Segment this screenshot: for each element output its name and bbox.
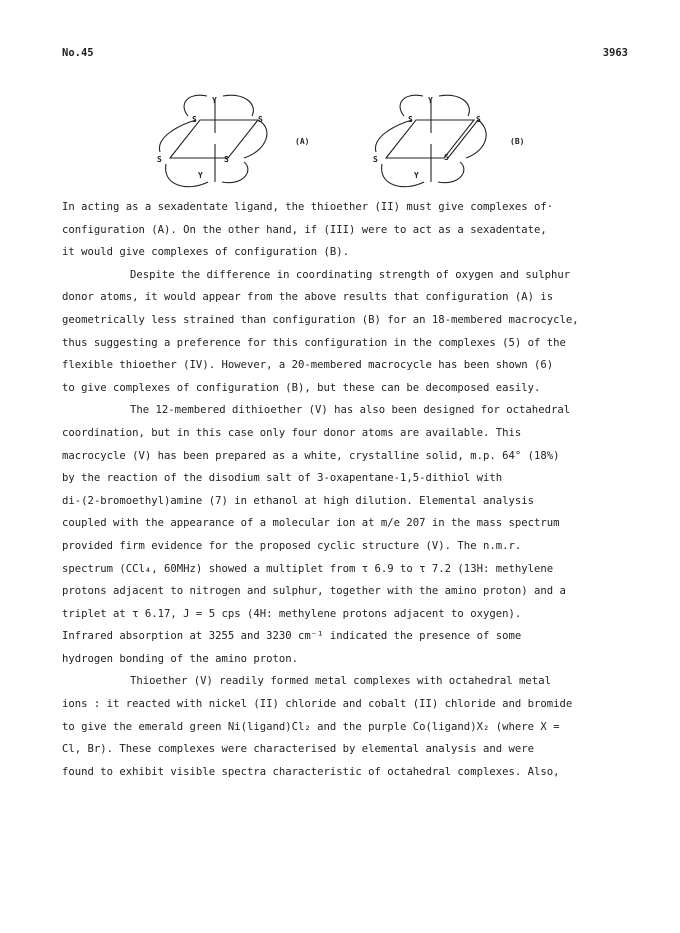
- text-line: coupled with the appearance of a molecular ion at m/e 207 in the mass spectrum: [62, 517, 560, 530]
- atom-s-b-2: S: [476, 115, 481, 124]
- text-line: to give the emerald green Ni(ligand)Cl₂ and the purple Co(ligand)X₂ (where X =: [62, 720, 560, 733]
- atom-y-b-top: Y: [428, 96, 433, 105]
- body-text: [62, 196, 642, 783]
- text-line: di-(2-bromoethyl)amine (7) in ethanol at high dilution. Elemental analysis: [62, 494, 534, 507]
- text-line: hydrogen bonding of the amino proton.: [62, 652, 298, 665]
- text-line: Despite the difference in coordinating strength of oxygen and sulphur: [130, 268, 571, 281]
- text-line: The 12-membered dithioether (V) has also been designed for octahedral: [130, 404, 571, 417]
- text-line: thus suggesting a preference for this configuration in the complexes (5) of the: [62, 336, 566, 349]
- text-line: spectrum (CCl₄, 60MHz) showed a multiplet from τ 6.9 to τ 7.2 (13H: methylene: [62, 562, 554, 575]
- text-line: provided firm evidence for the proposed cyclic structure (V). The n.m.r.: [62, 539, 522, 552]
- text-line: it would give complexes of configuration (B).: [62, 246, 350, 259]
- atom-s-b-4: S: [444, 153, 449, 162]
- structure-a: [159, 95, 266, 186]
- atom-y-a-bottom: Y: [198, 171, 203, 180]
- text-line: geometrically less strained than configuration (B) for an 18-membered macrocycle,: [62, 313, 579, 326]
- text-line: donor atoms, it would appear from the above results that configuration (A) is: [62, 291, 554, 304]
- text-line: found to exhibit visible spectra characteristic of octahedral complexes. Also,: [62, 765, 560, 778]
- atom-y-a-top: Y: [212, 96, 217, 105]
- atom-y-b-bottom: Y: [414, 171, 419, 180]
- text-line: ions : it reacted with nickel (II) chloride and cobalt (II) chloride and bromide: [62, 698, 573, 711]
- journal-issue: No.45: [62, 47, 94, 59]
- configuration-diagram: [140, 86, 580, 196]
- atom-s-b-1: S: [408, 115, 413, 124]
- structure-a-label: (A): [295, 137, 310, 146]
- atom-s-b-3: S: [373, 155, 378, 164]
- atom-s-a-4: S: [224, 155, 229, 164]
- text-line: macrocycle (V) has been prepared as a white, crystalline solid, m.p. 64° (18%): [62, 449, 560, 462]
- atom-s-a-1: S: [192, 115, 197, 124]
- text-line: coordination, but in this case only four donor atoms are available. This: [62, 426, 522, 439]
- text-line: Infrared absorption at 3255 and 3230 cm⁻¹ indicated the presence of some: [62, 630, 522, 643]
- structure-b: [375, 95, 486, 186]
- text-line: In acting as a sexadentate ligand, the thioether (II) must give complexes of·: [62, 201, 554, 213]
- structure-b-label: (B): [510, 137, 525, 146]
- text-line: protons adjacent to nitrogen and sulphur, together with the amino proton) and a: [62, 585, 566, 598]
- text-line: to give complexes of configuration (B), but these can be decomposed easily.: [62, 381, 541, 394]
- text-line: by the reaction of the disodium salt of 3-oxapentane-1,5-dithiol with: [62, 472, 503, 485]
- page-number: 3963: [602, 47, 628, 59]
- atom-s-a-3: S: [157, 155, 162, 164]
- text-line: Thioether (V) readily formed metal complexes with octahedral metal: [130, 675, 551, 688]
- text-line: Cl, Br). These complexes were characterised by elemental analysis and were: [62, 743, 534, 756]
- configuration-figure: [140, 86, 580, 196]
- text-line: flexible thioether (IV). However, a 20-membered macrocycle has been shown (6): [62, 359, 554, 372]
- text-line: triplet at τ 6.17, J = 5 cps (4H: methylene protons adjacent to oxygen).: [62, 607, 522, 620]
- text-line: configuration (A). On the other hand, if (III) were to act as a sexadentate,: [62, 223, 547, 236]
- atom-s-a-2: S: [258, 115, 263, 124]
